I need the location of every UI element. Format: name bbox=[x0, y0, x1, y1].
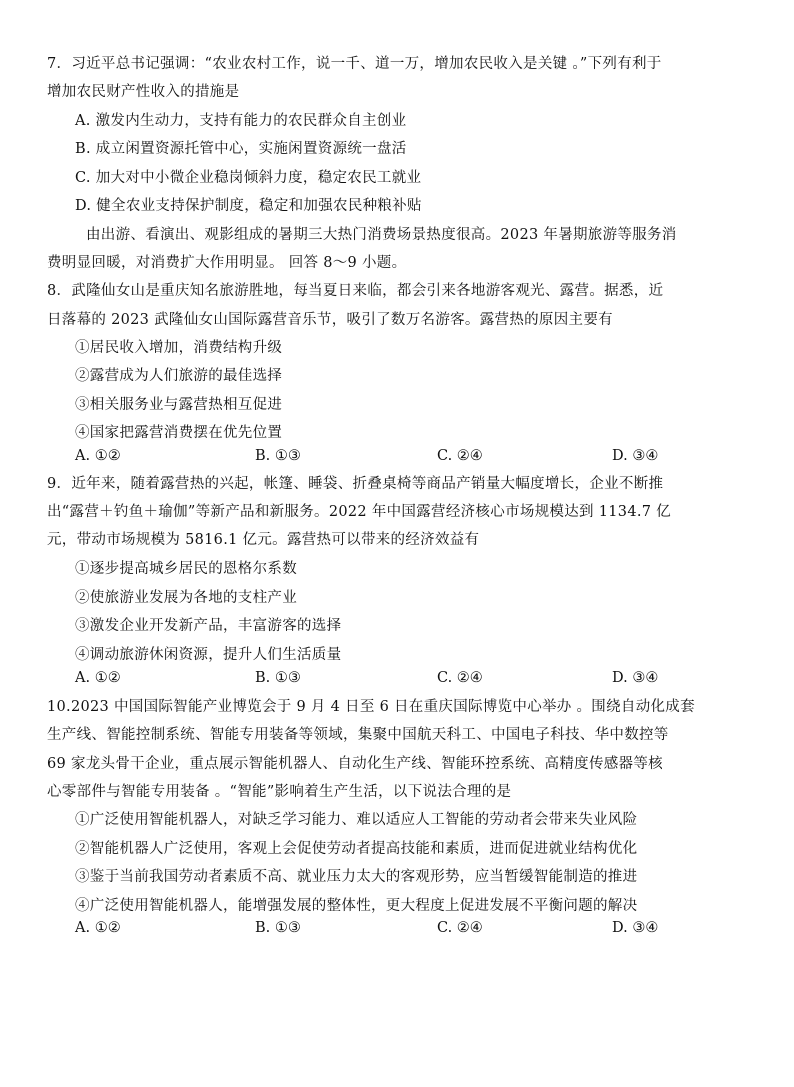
q10-statement-4: ④广泛使用智能机器人，能增强发展的整体性，更大程度上促进发展不平衡问题的解决 bbox=[75, 898, 638, 914]
q8-choice-c: C. ②④ bbox=[437, 448, 483, 464]
q10-stem-line-4: 心零部件与智能专用装备 。“智能”影响着生产生活，以下说法合理的是 bbox=[47, 784, 512, 800]
q9-stem-line-2: 出“露营＋钓鱼＋瑜伽”等新产品和新服务。2022 年中国露营经济核心市场规模达到 1134.7 亿 bbox=[47, 504, 671, 520]
q8-choices bbox=[75, 446, 695, 466]
q9-choices bbox=[75, 668, 695, 688]
q9-stem-line-3: 元，带动市场规模为 5816.1 亿元。露营热可以带来的经济效益有 bbox=[47, 532, 480, 548]
q7-stem-line-2: 增加农民财产性收入的措施是 bbox=[47, 84, 240, 100]
q8-choice-a: A. ①② bbox=[75, 448, 121, 464]
q7-stem-line-1: 7．习近平总书记强调：“农业农村工作，说一千、道一万，增加农民收入是关键 。”下列有利于 bbox=[47, 56, 662, 72]
material-line-2: 费明显回暖，对消费扩大作用明显。 回答 8～9 小题。 bbox=[47, 255, 407, 271]
q9-statement-4: ④调动旅游休闲资源，提升人们生活质量 bbox=[75, 647, 342, 663]
q7-option-d: D. 健全农业支持保护制度，稳定和加强农民种粮补贴 bbox=[75, 198, 422, 214]
q10-stem-line-2: 生产线、智能控制系统、智能专用装备等领域，集聚中国航天科工、中国电子科技、华中数控等 bbox=[47, 727, 669, 743]
q7-option-c: C. 加大对中小微企业稳岗倾斜力度，稳定农民工就业 bbox=[75, 170, 422, 186]
q10-choices bbox=[75, 918, 695, 938]
q9-statement-2: ②使旅游业发展为各地的支柱产业 bbox=[75, 590, 297, 606]
q9-choice-c: C. ②④ bbox=[437, 670, 483, 686]
q10-choice-d: D. ③④ bbox=[612, 920, 659, 936]
q9-stem-line-1: 9．近年来，随着露营热的兴起，帐篷、睡袋、折叠桌椅等商品产销量大幅度增长，企业不断推 bbox=[47, 476, 664, 492]
q8-statement-2: ②露营成为人们旅游的最佳选择 bbox=[75, 368, 283, 384]
q7-option-a: A. 激发内生动力，支持有能力的农民群众自主创业 bbox=[75, 113, 407, 129]
q8-stem-line-1: 8．武隆仙女山是重庆知名旅游胜地，每当夏日来临，都会引来各地游客观光、露营。据悉，近 bbox=[47, 283, 664, 299]
q8-choice-b: B. ①③ bbox=[255, 448, 301, 464]
q10-choice-c: C. ②④ bbox=[437, 920, 483, 936]
q8-statement-3: ③相关服务业与露营热相互促进 bbox=[75, 397, 283, 413]
q10-statement-2: ②智能机器人广泛使用，客观上会促使劳动者提高技能和素质，进而促进就业结构优化 bbox=[75, 841, 638, 857]
q7-option-b: B. 成立闲置资源托管中心，实施闲置资源统一盘活 bbox=[75, 141, 407, 157]
q10-statement-1: ①广泛使用智能机器人，对缺乏学习能力、难以适应人工智能的劳动者会带来失业风险 bbox=[75, 812, 638, 828]
q10-choice-a: A. ①② bbox=[75, 920, 121, 936]
q8-statement-1: ①居民收入增加，消费结构升级 bbox=[75, 340, 283, 356]
q9-statement-1: ①逐步提高城乡居民的恩格尔系数 bbox=[75, 561, 297, 577]
q8-stem-line-2: 日落幕的 2023 武隆仙女山国际露营音乐节，吸引了数万名游客。露营热的原因主要有 bbox=[47, 312, 613, 328]
q10-choice-b: B. ①③ bbox=[255, 920, 301, 936]
q9-choice-b: B. ①③ bbox=[255, 670, 301, 686]
q10-stem-line-1: 10.2023 中国国际智能产业博览会于 9 月 4 日至 6 日在重庆国际博览中心举办 。围绕自动化成套 bbox=[47, 699, 695, 715]
q10-stem-line-3: 69 家龙头骨干企业，重点展示智能机器人、自动化生产线、智能环控系统、高精度传感器等核 bbox=[47, 756, 663, 772]
q9-choice-d: D. ③④ bbox=[612, 670, 659, 686]
q9-statement-3: ③激发企业开发新产品，丰富游客的选择 bbox=[75, 618, 342, 634]
material-line-1: 由出游、看演出、观影组成的暑期三大热门消费场景热度很高。2023 年暑期旅游等服务消 bbox=[86, 227, 677, 243]
q8-statement-4: ④国家把露营消费摆在优先位置 bbox=[75, 425, 283, 441]
q10-statement-3: ③鉴于当前我国劳动者素质不高、就业压力太大的客观形势，应当暂缓智能制造的推进 bbox=[75, 869, 638, 885]
q8-choice-d: D. ③④ bbox=[612, 448, 659, 464]
q9-choice-a: A. ①② bbox=[75, 670, 121, 686]
